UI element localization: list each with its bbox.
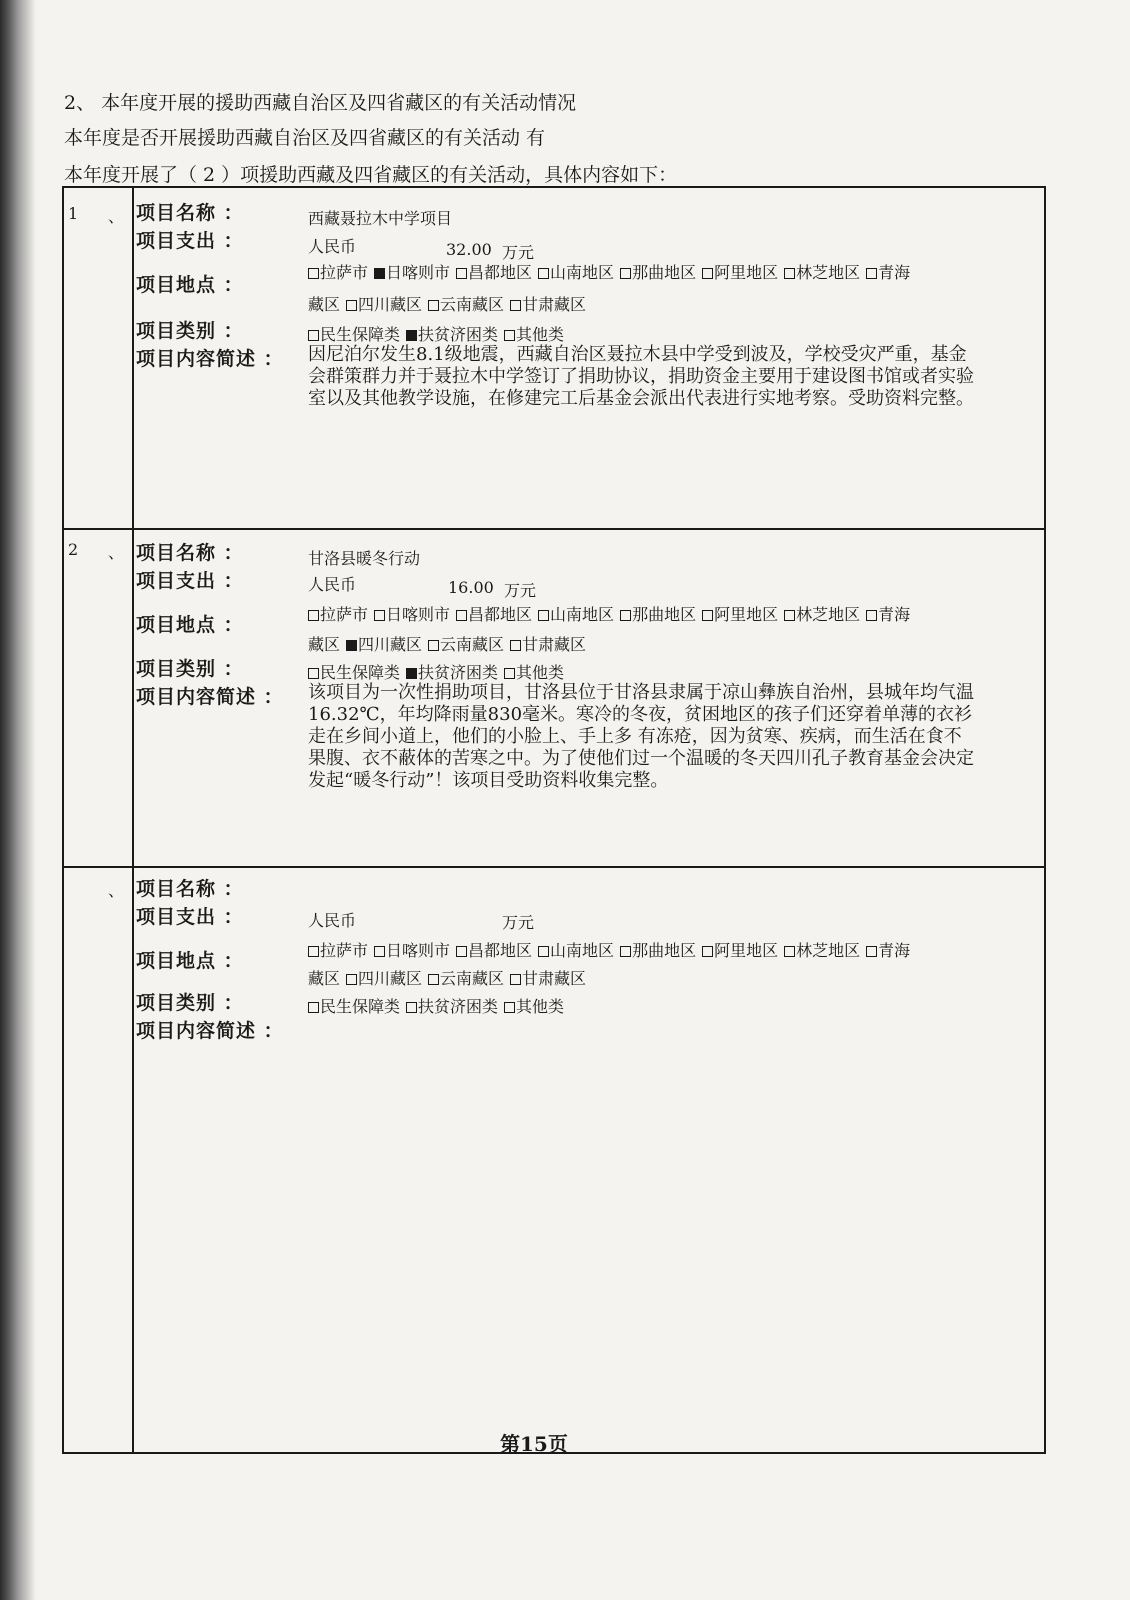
location-options-row [308, 602, 916, 625]
checkbox-unchecked[interactable] [346, 974, 357, 985]
option-label: 林芝地区 [796, 263, 861, 282]
category-options-row [308, 660, 570, 683]
checkbox-unchecked[interactable] [374, 610, 385, 621]
label-project-summary: 项目内容简述 ： [136, 348, 284, 370]
checkbox-unchecked[interactable] [308, 946, 319, 957]
checkbox-checked[interactable] [374, 268, 385, 279]
option-label: 山南地区 [550, 941, 615, 960]
option-四川藏区[interactable] [346, 292, 422, 315]
option-民生保障类[interactable] [308, 660, 400, 683]
checkbox-unchecked[interactable] [702, 610, 713, 621]
option-拉萨市[interactable] [308, 260, 368, 283]
option-label: 扶贫济困类 [418, 663, 499, 682]
checkbox-unchecked[interactable] [702, 946, 713, 957]
option-山南地区[interactable] [538, 938, 614, 961]
option-label: 云南藏区 [440, 635, 505, 654]
option-扶贫济困类[interactable] [406, 322, 498, 345]
project-summary: 该项目为一次性捐助项目，甘洛县位于甘洛县隶属于凉山彝族自治州，县城年均气温16.32℃，年均降雨量830毫米。寒冷的冬夜，贫困地区的孩子们还穿着单薄的衣衫走在乡间小道上，他们的小脸上、手上多 有冻疮，因为贫寒、疾病，而生活在食不果腹、衣不蔽体的苦寒之中。为了使他们过一个温暖的冬天四川孔子教育基金会决定发起“暖冬行动”！该项目受助资料收集完整。 [308, 682, 974, 791]
option-label: 民生保障类 [320, 325, 401, 344]
option-其他类[interactable] [504, 660, 564, 683]
option-label: 阿里地区 [714, 605, 779, 624]
currency-label: 人民币 [308, 237, 357, 256]
option-label: 山南地区 [550, 263, 615, 282]
checkbox-unchecked[interactable] [538, 268, 549, 279]
option-label: 青海 [878, 941, 911, 960]
checkbox-unchecked[interactable] [346, 300, 357, 311]
checkbox-unchecked[interactable] [504, 668, 515, 679]
option-那曲地区[interactable] [620, 260, 696, 283]
checkbox-unchecked[interactable] [428, 640, 439, 651]
amount-unit: 万元 [504, 581, 537, 600]
number-separator: 、 [108, 881, 125, 900]
row-divider [64, 866, 1044, 868]
option-label: 阿里地区 [714, 941, 779, 960]
label-project-location: 项目地点 ： [136, 950, 244, 972]
option-label: 昌都地区 [468, 263, 533, 282]
option-label: 其他类 [516, 997, 565, 1016]
label-project-category: 项目类别 ： [136, 320, 244, 342]
option-拉萨市[interactable] [308, 938, 368, 961]
section-heading: 2、 本年度开展的援助西藏自治区及四省藏区的有关活动情况 [64, 92, 577, 114]
label-project-category: 项目类别 ： [136, 658, 244, 680]
option-label-continued: 藏区 [308, 969, 341, 988]
checkbox-unchecked[interactable] [456, 610, 467, 621]
checkbox-unchecked[interactable] [428, 300, 439, 311]
checkbox-unchecked[interactable] [866, 610, 877, 621]
option-扶贫济困类[interactable] [406, 660, 498, 683]
project-name-value: 甘洛县暖冬行动 [308, 549, 421, 568]
checkbox-unchecked[interactable] [374, 946, 385, 957]
option-label: 甘肃藏区 [522, 295, 587, 314]
option-label: 四川藏区 [358, 969, 423, 988]
amount-unit: 万元 [502, 913, 535, 932]
checkbox-unchecked[interactable] [784, 610, 795, 621]
checkbox-unchecked[interactable] [504, 330, 515, 341]
category-options-row [308, 994, 570, 1017]
currency-label: 人民币 [308, 911, 357, 930]
option-甘肃藏区[interactable] [510, 292, 586, 315]
checkbox-unchecked[interactable] [510, 640, 521, 651]
option-label: 其他类 [516, 325, 565, 344]
option-青海藏区[interactable] [866, 602, 910, 625]
location-options-row [308, 292, 592, 315]
checkbox-checked[interactable] [406, 668, 417, 679]
option-label: 青海 [878, 263, 911, 282]
checkbox-unchecked[interactable] [406, 1002, 417, 1013]
option-昌都地区[interactable] [456, 260, 532, 283]
option-label: 甘肃藏区 [522, 635, 587, 654]
option-日喀则市[interactable] [374, 260, 450, 283]
option-label: 云南藏区 [440, 295, 505, 314]
checkbox-unchecked[interactable] [510, 974, 521, 985]
option-甘肃藏区[interactable] [510, 966, 586, 989]
option-民生保障类[interactable] [308, 994, 400, 1017]
option-林芝地区[interactable] [784, 602, 860, 625]
checkbox-unchecked[interactable] [538, 610, 549, 621]
option-四川藏区[interactable] [346, 632, 422, 655]
option-山南地区[interactable] [538, 602, 614, 625]
option-民生保障类[interactable] [308, 322, 400, 345]
checkbox-unchecked[interactable] [866, 268, 877, 279]
option-label: 林芝地区 [796, 605, 861, 624]
amount-unit: 万元 [502, 243, 535, 262]
option-label: 四川藏区 [358, 295, 423, 314]
option-日喀则市[interactable] [374, 938, 450, 961]
checkbox-unchecked[interactable] [504, 1002, 515, 1013]
option-昌都地区[interactable] [456, 938, 532, 961]
location-options-row [308, 966, 592, 989]
number-separator: 、 [108, 543, 125, 562]
option-其他类[interactable] [504, 994, 564, 1017]
checkbox-unchecked[interactable] [308, 330, 319, 341]
label-project-expense: 项目支出 ： [136, 230, 244, 252]
option-林芝地区[interactable] [784, 938, 860, 961]
checkbox-unchecked[interactable] [620, 946, 631, 957]
option-那曲地区[interactable] [620, 938, 696, 961]
option-label: 拉萨市 [320, 941, 369, 960]
option-label: 青海 [878, 605, 911, 624]
option-label: 民生保障类 [320, 997, 401, 1016]
checkbox-unchecked[interactable] [456, 946, 467, 957]
option-阿里地区[interactable] [702, 938, 778, 961]
option-label-continued: 藏区 [308, 295, 341, 314]
checkbox-unchecked[interactable] [510, 300, 521, 311]
label-project-location: 项目地点 ： [136, 274, 244, 296]
option-label: 日喀则市 [386, 263, 451, 282]
checkbox-checked[interactable] [406, 330, 417, 341]
projects-table [62, 186, 1046, 1454]
project-number: 2 [68, 540, 79, 559]
option-甘肃藏区[interactable] [510, 632, 586, 655]
option-青海藏区[interactable] [866, 260, 910, 283]
label-project-expense: 项目支出 ： [136, 570, 244, 592]
option-label: 林芝地区 [796, 941, 861, 960]
project-number: 1 [68, 204, 79, 223]
binding-edge [0, 0, 36, 1600]
option-林芝地区[interactable] [784, 260, 860, 283]
option-昌都地区[interactable] [456, 602, 532, 625]
option-label: 那曲地区 [632, 263, 697, 282]
number-separator: 、 [108, 207, 125, 226]
label-project-expense: 项目支出 ： [136, 906, 244, 928]
option-label: 扶贫济困类 [418, 997, 499, 1016]
option-云南藏区[interactable] [428, 632, 504, 655]
option-label: 四川藏区 [358, 635, 423, 654]
option-青海藏区[interactable] [866, 938, 910, 961]
label-project-name: 项目名称 ： [136, 542, 244, 564]
activity-count-line: 本年度开展了（ 2 ）项援助西藏及四省藏区的有关活动，具体内容如下： [64, 164, 678, 186]
checkbox-unchecked[interactable] [620, 610, 631, 621]
checkbox-unchecked[interactable] [308, 668, 319, 679]
location-options-row [308, 938, 916, 961]
label-project-name: 项目名称 ： [136, 878, 244, 900]
option-label: 拉萨市 [320, 263, 369, 282]
option-阿里地区[interactable] [702, 602, 778, 625]
option-云南藏区[interactable] [428, 292, 504, 315]
checkbox-unchecked[interactable] [538, 946, 549, 957]
project-summary: 因尼泊尔发生8.1级地震，西藏自治区聂拉木县中学受到波及，学校受灾严重，基金会群策群力并于聂拉木中学签订了捐助协议，捐助资金主要用于建设图书馆或者实验室以及其他教学设施，在修建完工后基金会派出代表进行实地考察。受助资料完整。 [308, 344, 974, 409]
option-label: 日喀则市 [386, 605, 451, 624]
option-label: 山南地区 [550, 605, 615, 624]
option-扶贫济困类[interactable] [406, 994, 498, 1017]
project-amount: 32.00 [446, 240, 492, 259]
checkbox-unchecked[interactable] [620, 268, 631, 279]
checkbox-unchecked[interactable] [308, 610, 319, 621]
option-其他类[interactable] [504, 322, 564, 345]
label-project-location: 项目地点 ： [136, 614, 244, 636]
option-山南地区[interactable] [538, 260, 614, 283]
label-project-name: 项目名称 ： [136, 202, 244, 224]
project-amount: 16.00 [448, 578, 494, 597]
category-options-row [308, 322, 570, 345]
option-label: 拉萨市 [320, 605, 369, 624]
option-日喀则市[interactable] [374, 602, 450, 625]
option-label: 阿里地区 [714, 263, 779, 282]
option-label: 甘肃藏区 [522, 969, 587, 988]
checkbox-unchecked[interactable] [308, 1002, 319, 1013]
option-label: 昌都地区 [468, 941, 533, 960]
location-options-row [308, 632, 592, 655]
option-label-continued: 藏区 [308, 635, 341, 654]
checkbox-unchecked[interactable] [428, 974, 439, 985]
location-options-row [308, 260, 916, 283]
label-project-summary: 项目内容简述 ： [136, 686, 284, 708]
option-云南藏区[interactable] [428, 966, 504, 989]
option-label: 扶贫济困类 [418, 325, 499, 344]
option-阿里地区[interactable] [702, 260, 778, 283]
checkbox-unchecked[interactable] [784, 268, 795, 279]
option-label: 民生保障类 [320, 663, 401, 682]
checkbox-unchecked[interactable] [702, 268, 713, 279]
option-label: 那曲地区 [632, 941, 697, 960]
option-拉萨市[interactable] [308, 602, 368, 625]
label-project-summary: 项目内容简述 ： [136, 1020, 284, 1042]
option-label: 昌都地区 [468, 605, 533, 624]
option-label: 云南藏区 [440, 969, 505, 988]
currency-label: 人民币 [308, 575, 357, 594]
checkbox-checked[interactable] [346, 640, 357, 651]
option-label: 日喀则市 [386, 941, 451, 960]
table-column-divider [132, 188, 134, 1452]
checkbox-unchecked[interactable] [784, 946, 795, 957]
option-四川藏区[interactable] [346, 966, 422, 989]
checkbox-unchecked[interactable] [308, 268, 319, 279]
option-label: 那曲地区 [632, 605, 697, 624]
row-divider [64, 528, 1044, 530]
project-name-value: 西藏聂拉木中学项目 [308, 209, 453, 228]
label-project-category: 项目类别 ： [136, 992, 244, 1014]
page-number: 第15页 [500, 1432, 568, 1456]
checkbox-unchecked[interactable] [866, 946, 877, 957]
activity-question: 本年度是否开展援助西藏自治区及四省藏区的有关活动 有 [64, 127, 546, 149]
option-那曲地区[interactable] [620, 602, 696, 625]
checkbox-unchecked[interactable] [456, 268, 467, 279]
option-label: 其他类 [516, 663, 565, 682]
